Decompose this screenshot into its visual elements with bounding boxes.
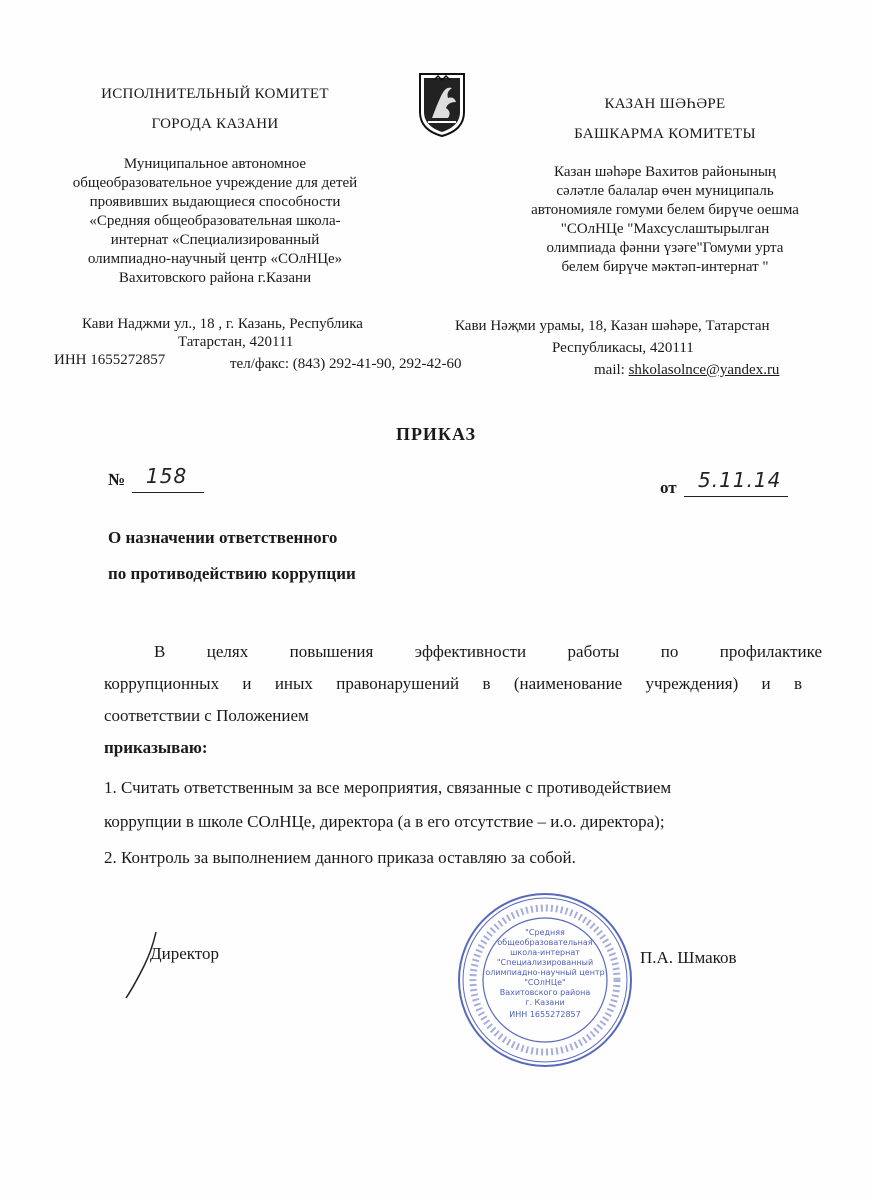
stamp-line: школа-интернат bbox=[510, 948, 580, 957]
right-org-name bbox=[500, 163, 830, 277]
left-address-line2: Татарстан, 420111 bbox=[178, 334, 294, 350]
signature-position: Директор bbox=[150, 944, 219, 963]
left-org-name bbox=[40, 155, 390, 288]
stamp-inn: ИНН 1655272857 bbox=[509, 1010, 581, 1019]
body-order-word: приказываю: bbox=[104, 738, 208, 757]
stamp-line: "Специализированный bbox=[496, 958, 594, 967]
body-item2: 2. Контроль за выполнением данного приказа оставляю за собой. bbox=[104, 848, 576, 867]
left-org-line: интернат «Специализированный bbox=[110, 232, 320, 248]
stamp-inner-text bbox=[485, 928, 605, 1020]
right-org-line: сәләтле балалар өчен муниципаль bbox=[556, 183, 774, 199]
body-para1-line3: соответствии с Положением bbox=[104, 706, 309, 725]
right-org-line: "СОлНЦе "Махсуслаштырылган bbox=[560, 221, 770, 237]
left-org-line: олимпиадно-научный центр «СОлНЦе» bbox=[87, 251, 343, 267]
left-inn: ИНН 1655272857 bbox=[54, 352, 166, 368]
stamp-line: г. Казани bbox=[525, 998, 565, 1007]
left-address-line1: Кави Наджми ул., 18 , г. Казань, Республика bbox=[82, 316, 363, 332]
right-mail bbox=[594, 362, 779, 379]
signature-name: П.А. Шмаков bbox=[640, 948, 737, 967]
right-address-line1: Кави Нәҗми урамы, 18, Казан шәһәре, Татарстан bbox=[455, 318, 770, 334]
kazan-coat-of-arms-icon bbox=[418, 72, 466, 138]
order-date-label: от bbox=[660, 478, 677, 497]
subject-line2: по противодействию коррупции bbox=[108, 564, 356, 583]
right-address-line2: Республикасы, 420111 bbox=[552, 340, 694, 356]
order-title: ПРИКАЗ bbox=[395, 424, 477, 444]
order-number-label: № bbox=[108, 470, 126, 489]
body-para1-line2: коррупционных и иных правонарушений в (наименование учреждения) и в bbox=[104, 674, 802, 693]
stamp-line: олимпиадно-научный центр bbox=[485, 968, 605, 977]
right-org-line: олимпиада фәнни үзәге"Гомуми урта bbox=[546, 240, 784, 256]
left-phone: тел/факс: (843) 292-41-90, 292-42-60 bbox=[230, 356, 462, 372]
subject-line1: О назначении ответственного bbox=[108, 528, 338, 547]
stamp-line: "СОлНЦе" bbox=[524, 978, 566, 987]
order-number: 158 bbox=[146, 464, 188, 488]
right-city-title: КАЗАН ШӘҺӘРЕ bbox=[604, 96, 726, 112]
right-committee-title: БАШКАРМА КОМИТЕТЫ bbox=[574, 126, 756, 142]
body-para1-line1: В целях повышения эффективности работы по профилактике bbox=[154, 642, 822, 661]
signature-stroke bbox=[122, 930, 162, 1000]
stamp-line: Вахитовского района bbox=[499, 988, 591, 997]
left-city-title: ГОРОДА КАЗАНИ bbox=[151, 116, 279, 132]
left-org-line: «Средняя общеобразовательная школа- bbox=[89, 213, 341, 229]
right-org-line: белем бирүче мәктәп-интернат " bbox=[561, 259, 769, 275]
mail-label: mail: bbox=[594, 362, 629, 378]
order-number-field bbox=[132, 466, 204, 493]
body-item1-line1: 1. Считать ответственным за все мероприятия, связанные с противодействием bbox=[104, 778, 672, 797]
right-org-line: автономияле гомуми белем бирүче оешма bbox=[531, 202, 799, 218]
stamp-line: общеобразовательная bbox=[497, 938, 593, 947]
body-item1-line2: коррупции в школе СОлНЦе, директора (а в его отсутствие – и.о. директора); bbox=[104, 812, 665, 831]
left-org-line: общеобразовательное учреждение для детей bbox=[72, 175, 358, 191]
left-org-line: Муниципальное автономное bbox=[123, 156, 307, 172]
left-org-line: Вахитовского района г.Казани bbox=[118, 270, 312, 286]
stamp-line: "Средняя bbox=[525, 928, 565, 937]
organization-stamp bbox=[455, 890, 635, 1070]
left-committee-title: ИСПОЛНИТЕЛЬНЫЙ КОМИТЕТ bbox=[101, 86, 329, 102]
left-org-line: проявивших выдающиеся способности bbox=[89, 194, 341, 210]
right-org-line: Казан шәһәре Вахитов районының bbox=[554, 164, 776, 180]
order-date: 5.11.14 bbox=[698, 468, 782, 492]
order-date-field bbox=[684, 470, 788, 497]
email-link[interactable]: shkolasolnce@yandex.ru bbox=[628, 362, 780, 378]
